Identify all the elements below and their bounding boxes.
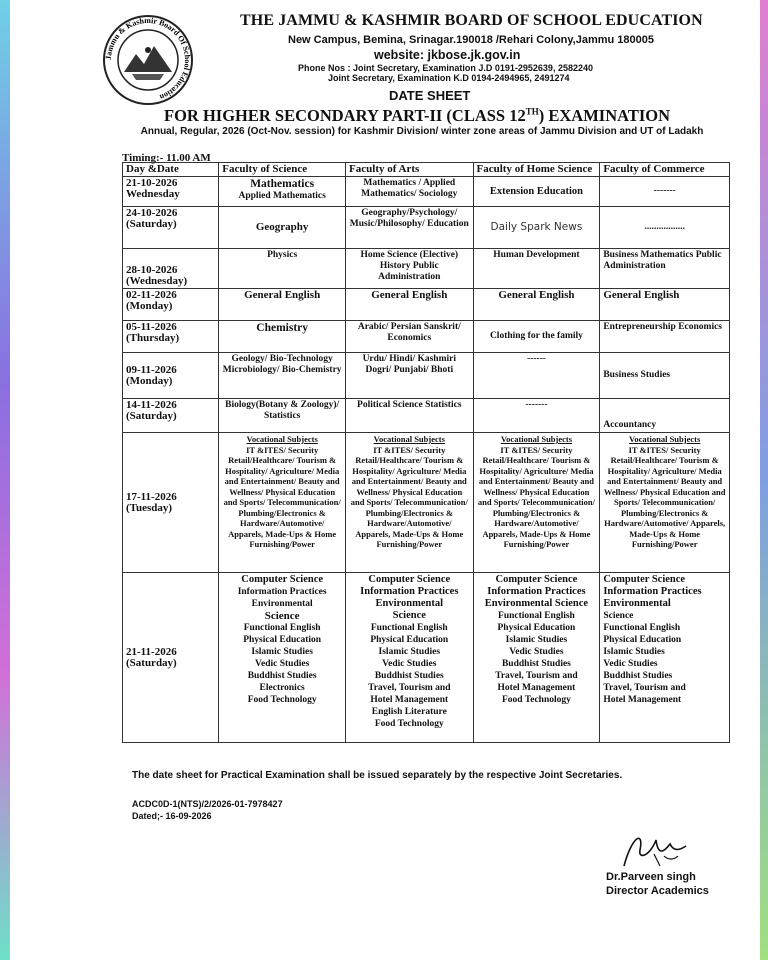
date-sheet-table — [122, 162, 730, 743]
signer-name: Dr.Parveen singh — [606, 871, 696, 883]
letterhead — [204, 12, 734, 103]
signatory — [606, 870, 709, 898]
cell-commerce: ------- — [600, 177, 730, 207]
cell-science: Mathematics — [250, 178, 315, 190]
board-seal-logo — [102, 14, 194, 106]
reference-block — [132, 798, 283, 822]
table-row: 17-11-2026 (Tuesday) Vocational Subjects IT &ITES/ Security Retail/Healthcare/ Tourism & Hospitality/ Agriculture/ Media and Entertainment/ Beauty and Wellness/ Physical Education and Sports/ Telecommunication/ Plumbing/Electronics & Hardware/Automotive/ Apparels, Made-Ups & Home Furnishing/Power Vocational Subjects IT &ITES/ Security Retail/Healthcare/ Tourism & Hospitality/ Agriculture/ Media and Entertainment/ Beauty and Wellness/ Physical Education and Sports/ Telecommunication/ Plumbing/Electronics & Hardware/Automotive/ Apparels, Made-Ups & Home Furnishing/Power Vocational Subjects IT &ITES/ Security Retail/Healthcare/ Tourism & Hospitality/ Agriculture/ Media and Entertainment/ Beauty and Wellness/ Physical Education and Sports/ Telecommunication/ Plumbing/Electronics & Hardware/Automotive/ Apparels, Made-Ups & Home Furnishing/Power Vocational Subjects IT &ITES/ Security Retail/Healthcare/ Tourism & Hospitality/ Agriculture/ Media and Entertainment/ Beauty and Wellness/ Physical Education and Sports/ Telecommunication/ Plumbing/Electronics & Hardware/Automotive/ Apparels, Made-Ups & Home Furnishing/Power — [123, 433, 730, 573]
exam-title: FOR HIGHER SECONDARY PART-II (CLASS 12TH) EXAMINATION — [164, 106, 671, 125]
table-row: 02-11-2026 (Monday) General English General English General English General English — [123, 289, 730, 321]
svg-text:Jammu & Kashmir Board Of Schoo: Jammu & Kashmir Board Of School Education — [103, 15, 193, 102]
table-row: 09-11-2026 (Monday) Geology/ Bio-Technology Microbiology/ Bio-Chemistry Urdu/ Hindi/ Kashmiri Dogri/ Punjabi/ Bhoti ------ Business Studies — [123, 353, 730, 399]
doc-type: DATE SHEET — [389, 88, 471, 103]
board-address: New Campus, Bemina, Srinagar.190018 /Rehari Colony,Jammu 180005 — [288, 34, 655, 46]
reference-number: ACDC0D-1(NTS)/2/2026-01-7978427 — [132, 799, 283, 809]
row-day: Wednesday — [126, 188, 180, 200]
table-row: 05-11-2026 (Thursday) Chemistry Arabic/ Persian Sanskrit/ Economics Clothing for the family Entrepreneurship Economics — [123, 321, 730, 353]
col-science: Faculty of Science — [219, 163, 346, 177]
signer-title: Director Academics — [606, 885, 709, 897]
date-sheet-page — [14, 0, 760, 960]
col-day-date: Day &Date — [123, 163, 219, 177]
signature-mark — [614, 826, 694, 872]
table-row — [123, 177, 730, 207]
table-row: 24-10-2026 (Saturday) Geography Geography/Psychology/ Music/Philosophy/ Education Daily Spark News ................. — [123, 207, 730, 249]
left-border — [0, 0, 10, 960]
table-row: 21-11-2026 (Saturday) Computer Science Information Practices Environmental Science Functional English Physical Education Islamic Studies Vedic Studies Buddhist Studies Electronics Food Technology Computer Science Information Practices Environmental Science Functional English Physical Education Islamic Studies Vedic Studies Buddhist Studies Travel, Tourism and Hotel Management English Literature Food Technology Computer Science Information Practices Environmental Science Functional English Physical Education Islamic Studies Vedic Studies Buddhist Studies Travel, Tourism and Hotel Management Food Technology Computer Science Information Practices Environmental Science Functional English Physical Education Islamic Studies Vedic Studies Buddhist Studies Travel, Tourism and Hotel Management — [123, 573, 730, 743]
right-border — [760, 0, 768, 960]
cell-home-science: Extension Education — [473, 177, 600, 207]
issue-date: Dated;- 16-09-2026 — [132, 811, 212, 821]
cell-arts: Mathematics / Applied Mathematics/ Sociology — [346, 177, 473, 207]
cell-science-2: Applied Mathematics — [238, 191, 326, 201]
board-website: website: jkbose.jk.gov.in — [374, 48, 521, 62]
exam-subtitle: Annual, Regular, 2026 (Oct-Nov. session) for Kashmir Division/ winter zone areas of Jammu Division and UT of Ladakh — [140, 126, 704, 137]
phone-line-2: Joint Secretary, Examination K.D 0194-2494965, 2491274 — [328, 73, 570, 83]
phone-line-1: Phone Nos : Joint Secretary, Examination J.D 0191-2952639, 2582240 — [298, 63, 593, 73]
row-date: 21-10-2026 — [126, 177, 178, 189]
table-header-row — [123, 163, 730, 177]
table-row: 28-10-2026 (Wednesday) Physics Home Science (Elective) History Public Administration Human Development Business Mathematics Public Administration — [123, 249, 730, 289]
watermark-text: Daily Spark News — [473, 207, 600, 249]
col-home-science: Faculty of Home Science — [473, 163, 600, 177]
timing: Timing:- 11.00 AM — [122, 152, 211, 164]
col-arts: Faculty of Arts — [346, 163, 473, 177]
col-commerce: Faculty of Commerce — [600, 163, 730, 177]
board-name: THE JAMMU & KASHMIR BOARD OF SCHOOL EDUCATION — [240, 12, 703, 29]
table-row: 14-11-2026 (Saturday) Biology(Botany & Zoology)/ Statistics Political Science Statistics ------- Accountancy — [123, 399, 730, 433]
practical-exam-note: The date sheet for Practical Examination shall be issued separately by the respective Joint Secretaries. — [132, 770, 623, 781]
